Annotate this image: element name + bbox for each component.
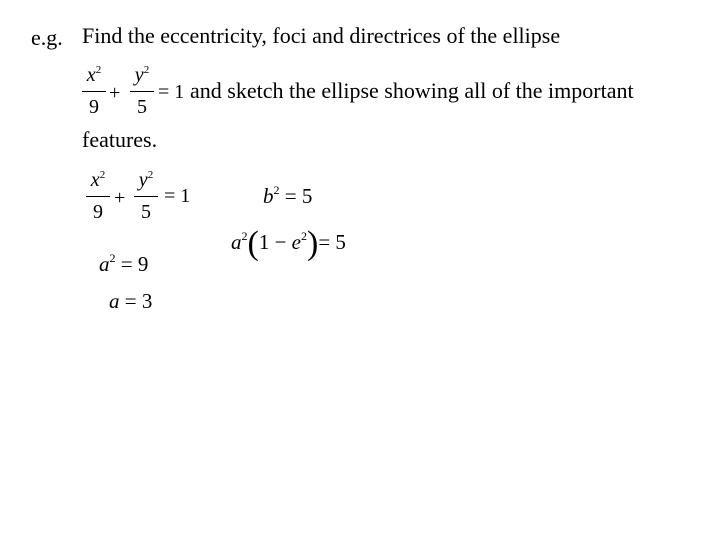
question-equals-one: = 1 [158, 81, 185, 103]
working-plus-sign: + [114, 187, 126, 209]
question-x-fraction: $x^2$ 9 [82, 64, 106, 124]
working-equals-one: = 1 [164, 185, 191, 207]
a-squared-equation: $a^2 = 9$ [99, 251, 149, 276]
question-plus-sign: + [109, 82, 121, 104]
a-equation: a = 3 [109, 289, 153, 313]
example-label: e.g. [31, 25, 63, 50]
question-line-1: Find the eccentricity, foci and directrices of the ellipse [82, 23, 561, 48]
working-y-fraction: $y^2$ 5 [134, 169, 158, 229]
b-squared-equation: $b^2 = 5$ [263, 183, 313, 208]
eccentricity-equation: $a^2(1 - e^2)= 5$ [231, 225, 346, 262]
working-x-fraction: $x^2$ 9 [86, 169, 110, 229]
question-y-fraction: $y^2$ 5 [130, 64, 154, 124]
question-line-3: features. [82, 127, 158, 152]
question-line-2: and sketch the ellipse showing all of the important [190, 78, 634, 103]
